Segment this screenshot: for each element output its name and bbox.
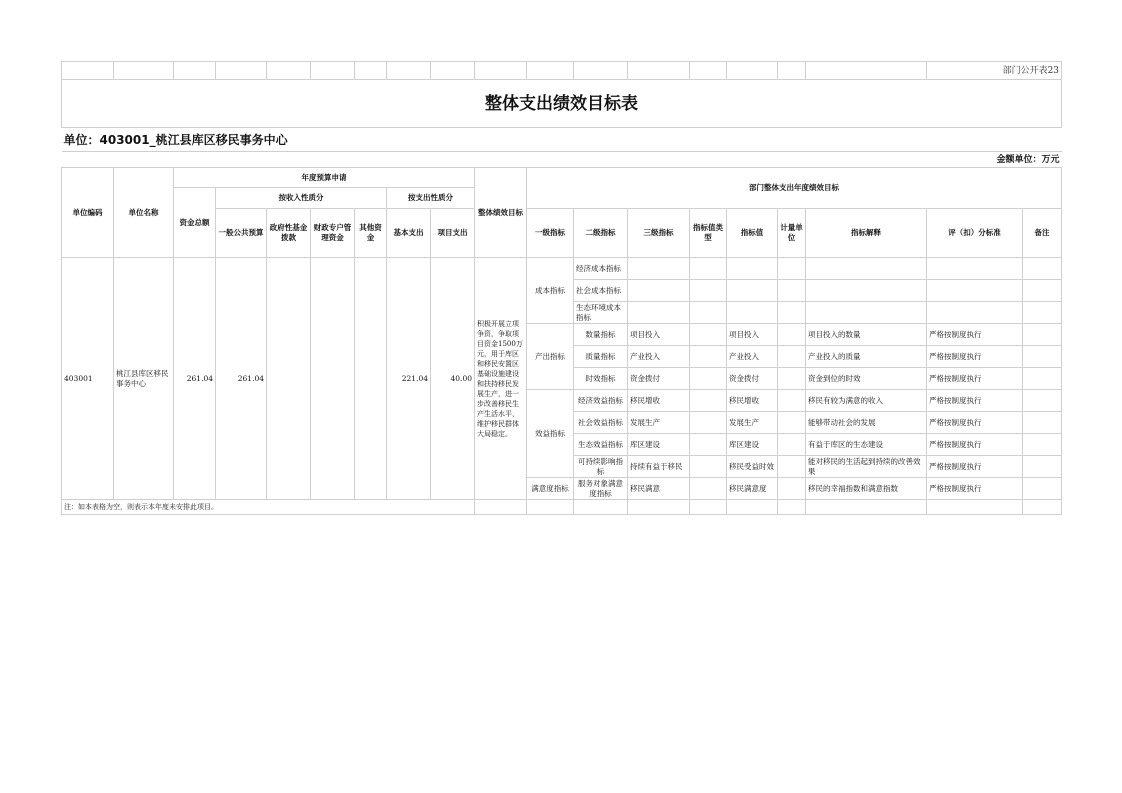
cell-explanation: 资金到位的时效 [806, 368, 927, 390]
cell-value-type [690, 412, 727, 434]
amount-unit-row [62, 152, 1062, 168]
cell-scoring: 严格按制度执行 [927, 390, 1023, 412]
cell-remarks [1023, 324, 1062, 346]
cell-level3: 资金拨付 [628, 368, 690, 390]
cell-value-type [690, 324, 727, 346]
table-row [62, 258, 1062, 280]
unit-row [62, 128, 1062, 152]
cell-measure-unit [778, 280, 806, 302]
cell-level1: 满意度指标 [527, 478, 574, 500]
performance-goal-table [61, 61, 1062, 515]
col-value-type: 指标值类型 [690, 209, 727, 258]
cell-remarks [1023, 280, 1062, 302]
col-gov-fund: 政府性基金拨款 [267, 209, 311, 258]
cell-measure-unit [778, 478, 806, 500]
table-number-row [62, 62, 1062, 80]
cell-general-budget: 261.04 [216, 258, 267, 500]
cell-scoring [927, 258, 1023, 280]
col-total-funds: 资金总额 [174, 188, 216, 258]
cell-level3: 移民增收 [628, 390, 690, 412]
cell-level3 [628, 302, 690, 324]
cell-level2: 可持续影响指标 [574, 456, 628, 478]
cell-value-type [690, 280, 727, 302]
col-general-budget: 一般公共预算 [216, 209, 267, 258]
cell-measure-unit [778, 302, 806, 324]
cell-measure-unit [778, 346, 806, 368]
cell-level2: 生态效益指标 [574, 434, 628, 456]
cell-explanation: 能对移民的生活起到持续的改善效果 [806, 456, 927, 478]
cell-measure-unit [778, 434, 806, 456]
cell-scoring [927, 280, 1023, 302]
cell-explanation: 移民有较为满意的收入 [806, 390, 927, 412]
col-explanation: 指标解释 [806, 209, 927, 258]
cell-value: 库区建设 [727, 434, 778, 456]
cell-special-fund [311, 258, 355, 500]
cell-value-type [690, 434, 727, 456]
cell-value: 产业投入 [727, 346, 778, 368]
page-title: 整体支出绩效目标表 [62, 80, 1062, 128]
cell-scoring: 严格按制度执行 [927, 456, 1023, 478]
cell-value: 资金拨付 [727, 368, 778, 390]
cell-level1: 产出指标 [527, 324, 574, 390]
col-project-exp: 项目支出 [431, 209, 475, 258]
cell-value-type [690, 456, 727, 478]
cell-explanation [806, 258, 927, 280]
cell-measure-unit [778, 368, 806, 390]
cell-remarks [1023, 412, 1062, 434]
note-row [62, 500, 1062, 515]
cell-remarks [1023, 302, 1062, 324]
cell-level2: 生态环境成本指标 [574, 302, 628, 324]
cell-unit-code: 403001 [62, 258, 114, 500]
col-special-fund: 财政专户管理资金 [311, 209, 355, 258]
col-by-income: 按收入性质分 [216, 188, 387, 209]
col-dept-goal: 部门整体支出年度绩效目标 [527, 168, 1062, 209]
cell-explanation: 能够带动社会的发展 [806, 412, 927, 434]
cell-level2: 服务对象满意度指标 [574, 478, 628, 500]
cell-level3: 发展生产 [628, 412, 690, 434]
cell-level2: 经济成本指标 [574, 258, 628, 280]
col-scoring: 评（扣）分标准 [927, 209, 1023, 258]
cell-value: 移民受益时效 [727, 456, 778, 478]
cell-remarks [1023, 390, 1062, 412]
col-remarks: 备注 [1023, 209, 1062, 258]
col-value: 指标值 [727, 209, 778, 258]
col-measure-unit: 计量单位 [778, 209, 806, 258]
cell-scoring: 严格按制度执行 [927, 434, 1023, 456]
cell-value-type [690, 390, 727, 412]
col-by-expense: 按支出性质分 [387, 188, 475, 209]
cell-level3: 产业投入 [628, 346, 690, 368]
cell-level2: 经济效益指标 [574, 390, 628, 412]
col-level2: 二级指标 [574, 209, 628, 258]
cell-remarks [1023, 258, 1062, 280]
header-row-1 [62, 168, 1062, 188]
cell-scoring: 严格按制度执行 [927, 346, 1023, 368]
table-number: 部门公开表23 [927, 62, 1062, 80]
col-unit-name: 单位名称 [114, 168, 174, 258]
cell-level2: 数量指标 [574, 324, 628, 346]
cell-value: 发展生产 [727, 412, 778, 434]
cell-gov-fund [267, 258, 311, 500]
cell-scoring [927, 302, 1023, 324]
cell-total-funds: 261.04 [174, 258, 216, 500]
cell-explanation: 移民的幸福指数和满意指数 [806, 478, 927, 500]
cell-explanation [806, 302, 927, 324]
cell-level3: 库区建设 [628, 434, 690, 456]
cell-explanation: 有益于库区的生态建设 [806, 434, 927, 456]
col-annual-budget: 年度预算申请 [174, 168, 475, 188]
cell-project-exp: 40.00 [431, 258, 475, 500]
cell-scoring: 严格按制度执行 [927, 478, 1023, 500]
cell-remarks [1023, 478, 1062, 500]
cell-remarks [1023, 456, 1062, 478]
cell-value-type [690, 368, 727, 390]
cell-value [727, 258, 778, 280]
cell-scoring: 严格按制度执行 [927, 412, 1023, 434]
cell-basic-exp: 221.04 [387, 258, 431, 500]
cell-level2: 质量指标 [574, 346, 628, 368]
footer-note: 注：如本表格为空，则表示本年度未安排此项目。 [62, 500, 475, 515]
cell-level3: 持续有益于移民 [628, 456, 690, 478]
cell-value [727, 280, 778, 302]
unit-label: 单位：403001_桃江县库区移民事务中心 [62, 128, 1062, 152]
col-other-fund: 其他资金 [355, 209, 387, 258]
cell-value: 移民满意度 [727, 478, 778, 500]
cell-level2: 时效指标 [574, 368, 628, 390]
cell-level2: 社会效益指标 [574, 412, 628, 434]
cell-remarks [1023, 434, 1062, 456]
cell-scoring: 严格按制度执行 [927, 324, 1023, 346]
cell-value-type [690, 258, 727, 280]
cell-value: 项目投入 [727, 324, 778, 346]
cell-measure-unit [778, 258, 806, 280]
cell-value-type [690, 478, 727, 500]
col-unit-code: 单位编码 [62, 168, 114, 258]
cell-measure-unit [778, 412, 806, 434]
col-level1: 一级指标 [527, 209, 574, 258]
cell-remarks [1023, 368, 1062, 390]
cell-scoring: 严格按制度执行 [927, 368, 1023, 390]
cell-value [727, 302, 778, 324]
cell-level3 [628, 280, 690, 302]
cell-unit-name: 桃江县库区移民事务中心 [114, 258, 174, 500]
col-overall-goal: 整体绩效目标 [475, 168, 527, 258]
cell-level3: 移民满意 [628, 478, 690, 500]
cell-remarks [1023, 346, 1062, 368]
cell-level1: 效益指标 [527, 390, 574, 478]
cell-explanation [806, 280, 927, 302]
cell-value: 移民增收 [727, 390, 778, 412]
col-level3: 三级指标 [628, 209, 690, 258]
cell-overall-goal: 积极开展立项争资，争取项目资金1500万元，用于库区和移民安置区基础设施建设和扶持移民发展生产，进一步改善移民生产生活水平，维护移民群体大局稳定。 [475, 258, 527, 500]
cell-explanation: 项目投入的数量 [806, 324, 927, 346]
amount-unit-label: 金额单位：万元 [62, 152, 1062, 168]
cell-level3 [628, 258, 690, 280]
col-basic-exp: 基本支出 [387, 209, 431, 258]
cell-measure-unit [778, 324, 806, 346]
cell-explanation: 产业投入的质量 [806, 346, 927, 368]
cell-level3: 项目投入 [628, 324, 690, 346]
cell-value-type [690, 302, 727, 324]
title-row [62, 80, 1062, 128]
cell-value-type [690, 346, 727, 368]
cell-level1: 成本指标 [527, 258, 574, 324]
cell-measure-unit [778, 456, 806, 478]
cell-other-fund [355, 258, 387, 500]
cell-measure-unit [778, 390, 806, 412]
cell-level2: 社会成本指标 [574, 280, 628, 302]
